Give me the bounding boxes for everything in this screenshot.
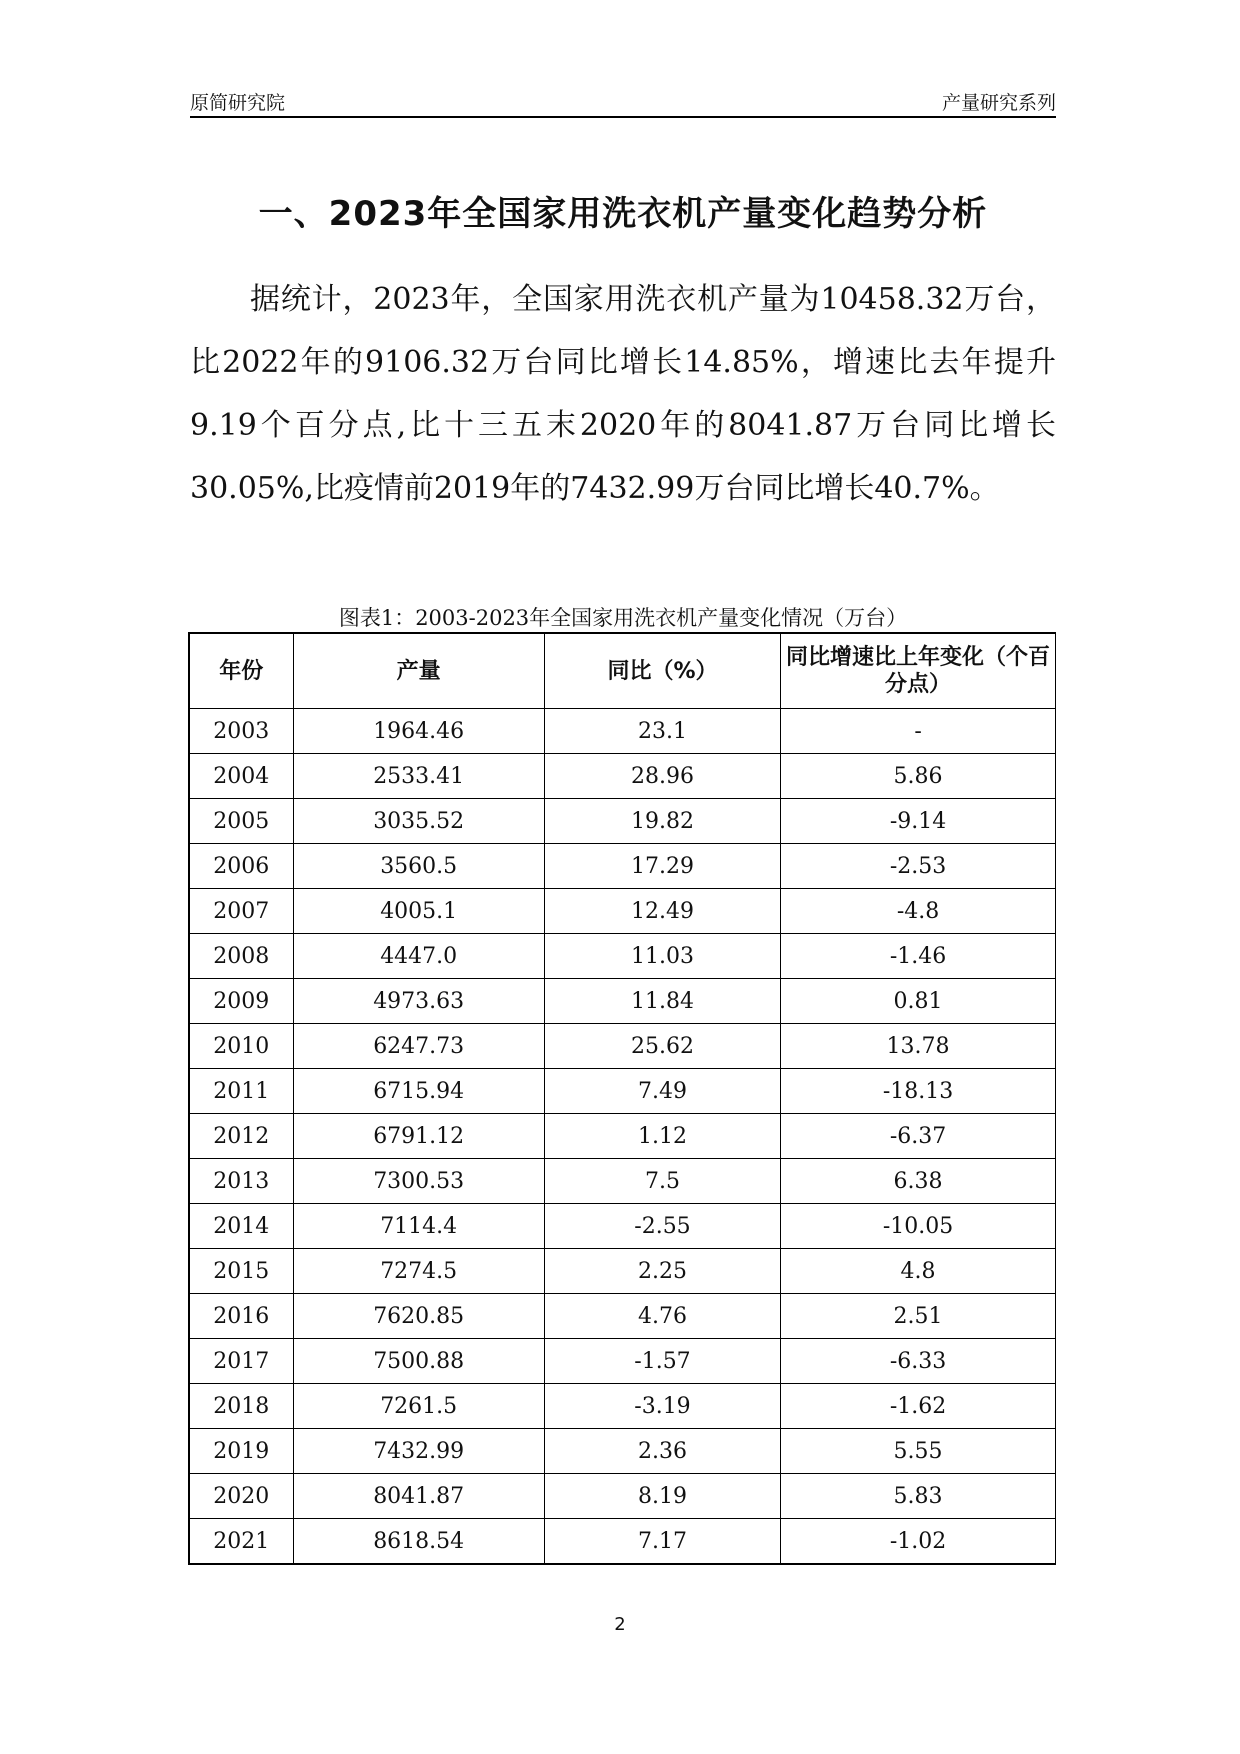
header-series-name: 产量研究系列 xyxy=(941,92,1056,114)
cell-production: 2533.41 xyxy=(293,754,544,799)
cell-change: -18.13 xyxy=(781,1069,1056,1114)
cell-year: 2004 xyxy=(189,754,293,799)
cell-production: 7620.85 xyxy=(293,1294,544,1339)
cell-year: 2017 xyxy=(189,1339,293,1384)
cell-year: 2012 xyxy=(189,1114,293,1159)
cell-change: 5.86 xyxy=(781,754,1056,799)
cell-yoy: 2.25 xyxy=(544,1249,780,1294)
cell-change: -4.8 xyxy=(781,889,1056,934)
cell-production: 7114.4 xyxy=(293,1204,544,1249)
cell-production: 4447.0 xyxy=(293,934,544,979)
cell-change: 5.83 xyxy=(781,1474,1056,1519)
table-row xyxy=(189,709,1056,754)
cell-year: 2006 xyxy=(189,844,293,889)
cell-change: 4.8 xyxy=(781,1249,1056,1294)
header-change: 同比增速比上年变化（个百分点） xyxy=(781,633,1056,709)
cell-change: -6.33 xyxy=(781,1339,1056,1384)
cell-year: 2005 xyxy=(189,799,293,844)
table-row xyxy=(189,1339,1056,1384)
table-row xyxy=(189,1294,1056,1339)
cell-yoy: 2.36 xyxy=(544,1429,780,1474)
cell-production: 7432.99 xyxy=(293,1429,544,1474)
cell-year: 2014 xyxy=(189,1204,293,1249)
cell-production: 7500.88 xyxy=(293,1339,544,1384)
header-org-name: 原简研究院 xyxy=(190,92,286,114)
cell-year: 2011 xyxy=(189,1069,293,1114)
table-row xyxy=(189,889,1056,934)
cell-year: 2007 xyxy=(189,889,293,934)
cell-yoy: 1.12 xyxy=(544,1114,780,1159)
table-row xyxy=(189,754,1056,799)
header-yoy: 同比（%） xyxy=(544,633,780,709)
table-row xyxy=(189,1024,1056,1069)
cell-year: 2008 xyxy=(189,934,293,979)
table-row xyxy=(189,1069,1056,1114)
cell-year: 2016 xyxy=(189,1294,293,1339)
table-row xyxy=(189,1159,1056,1204)
body-paragraph: 据统计，2023年，全国家用洗衣机产量为10458.32万台，比2022年的9106.32万台同比增长14.85%，增速比去年提升9.19个百分点,比十三五末2020年的8041.87万台同比增长30.05%,比疫情前2019年的7432.99万台同比增长40.7%。 xyxy=(190,282,1056,506)
cell-year: 2009 xyxy=(189,979,293,1024)
table-row xyxy=(189,979,1056,1024)
running-header xyxy=(190,86,1056,118)
header-production: 产量 xyxy=(293,633,544,709)
cell-change: -10.05 xyxy=(781,1204,1056,1249)
cell-yoy: 12.49 xyxy=(544,889,780,934)
cell-yoy: 28.96 xyxy=(544,754,780,799)
table-row xyxy=(189,799,1056,844)
cell-production: 7274.5 xyxy=(293,1249,544,1294)
cell-yoy: 25.62 xyxy=(544,1024,780,1069)
table-row xyxy=(189,1204,1056,1249)
cell-production: 7300.53 xyxy=(293,1159,544,1204)
header-year: 年份 xyxy=(189,633,293,709)
cell-production: 6715.94 xyxy=(293,1069,544,1114)
table-row xyxy=(189,1114,1056,1159)
cell-production: 4005.1 xyxy=(293,889,544,934)
table-row xyxy=(189,1519,1056,1565)
cell-change: -9.14 xyxy=(781,799,1056,844)
cell-yoy: 7.5 xyxy=(544,1159,780,1204)
cell-year: 2021 xyxy=(189,1519,293,1565)
cell-change: 0.81 xyxy=(781,979,1056,1024)
cell-change: -1.02 xyxy=(781,1519,1056,1565)
cell-production: 7261.5 xyxy=(293,1384,544,1429)
cell-change: - xyxy=(781,709,1056,754)
cell-yoy: 23.1 xyxy=(544,709,780,754)
cell-production: 3560.5 xyxy=(293,844,544,889)
table-caption: 图表1：2003-2023年全国家用洗衣机产量变化情况（万台） xyxy=(338,606,908,630)
table-row xyxy=(189,934,1056,979)
cell-change: 13.78 xyxy=(781,1024,1056,1069)
cell-yoy: 17.29 xyxy=(544,844,780,889)
cell-production: 8041.87 xyxy=(293,1474,544,1519)
cell-year: 2003 xyxy=(189,709,293,754)
cell-production: 1964.46 xyxy=(293,709,544,754)
cell-year: 2015 xyxy=(189,1249,293,1294)
table-row xyxy=(189,1429,1056,1474)
cell-change: -2.53 xyxy=(781,844,1056,889)
cell-production: 3035.52 xyxy=(293,799,544,844)
production-table xyxy=(188,632,1056,1565)
cell-change: 5.55 xyxy=(781,1429,1056,1474)
section-title: 一、2023年全国家用洗衣机产量变化趋势分析 xyxy=(258,194,988,234)
cell-yoy: 19.82 xyxy=(544,799,780,844)
cell-production: 4973.63 xyxy=(293,979,544,1024)
cell-change: -1.46 xyxy=(781,934,1056,979)
cell-yoy: 4.76 xyxy=(544,1294,780,1339)
cell-year: 2020 xyxy=(189,1474,293,1519)
cell-production: 6247.73 xyxy=(293,1024,544,1069)
table-header-row xyxy=(189,633,1056,709)
cell-change: -1.62 xyxy=(781,1384,1056,1429)
table-row xyxy=(189,1384,1056,1429)
cell-production: 8618.54 xyxy=(293,1519,544,1565)
table-body xyxy=(189,709,1056,1565)
cell-change: -6.37 xyxy=(781,1114,1056,1159)
cell-yoy: -1.57 xyxy=(544,1339,780,1384)
page-number: 2 xyxy=(614,1614,626,1635)
cell-change: 6.38 xyxy=(781,1159,1056,1204)
cell-yoy: -2.55 xyxy=(544,1204,780,1249)
cell-year: 2018 xyxy=(189,1384,293,1429)
cell-yoy: 7.49 xyxy=(544,1069,780,1114)
cell-yoy: -3.19 xyxy=(544,1384,780,1429)
cell-year: 2019 xyxy=(189,1429,293,1474)
cell-yoy: 11.03 xyxy=(544,934,780,979)
cell-yoy: 11.84 xyxy=(544,979,780,1024)
cell-yoy: 8.19 xyxy=(544,1474,780,1519)
cell-year: 2010 xyxy=(189,1024,293,1069)
table-row xyxy=(189,1249,1056,1294)
cell-yoy: 7.17 xyxy=(544,1519,780,1565)
cell-production: 6791.12 xyxy=(293,1114,544,1159)
cell-year: 2013 xyxy=(189,1159,293,1204)
table-row xyxy=(189,844,1056,889)
cell-change: 2.51 xyxy=(781,1294,1056,1339)
table-row xyxy=(189,1474,1056,1519)
